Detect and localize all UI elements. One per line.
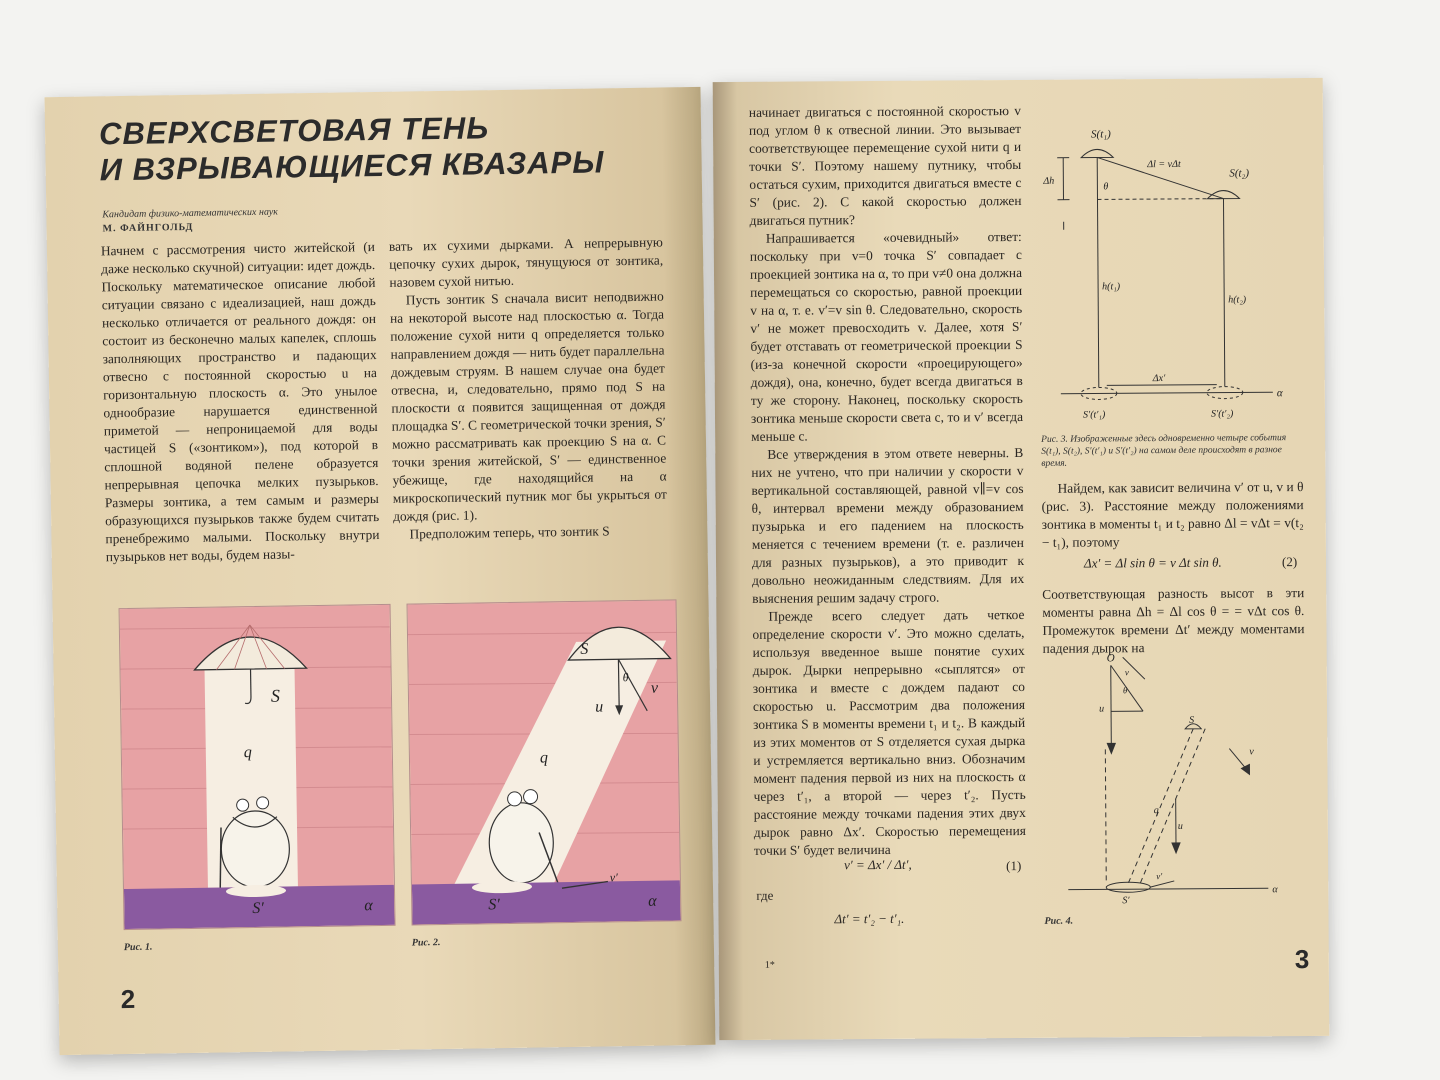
umbrella-rain-drawing bbox=[120, 605, 395, 929]
label-alpha: α bbox=[364, 897, 373, 915]
geometry-diagram-3 bbox=[1039, 118, 1305, 430]
right-column-2 bbox=[1041, 478, 1303, 552]
figure-3-diagram bbox=[1039, 118, 1305, 430]
figure-2-caption: Рис. 2. bbox=[411, 937, 441, 949]
paragraph: Все утверждения в этом ответе неверны. В них не учтено, что при наличии у скорости v вертикальной составляющей, равной v∥=v cos θ, интервал времени между образованием пузырька и его падением на плоскость меняется с течением времени (т. е. различен для разных пузырьков), а это приводит к довольно неожиданным следствиям. Для их выяснения решим задачу строго. bbox=[751, 444, 1025, 606]
label-s-prime-t2: S′(t′₂) bbox=[1210, 408, 1234, 420]
label-q: q bbox=[243, 744, 252, 762]
page-number-right: 3 bbox=[1294, 943, 1310, 975]
page-number-left: 2 bbox=[120, 983, 136, 1015]
article-title bbox=[99, 108, 605, 188]
label-v: v bbox=[650, 679, 659, 697]
equation-2-number: (2) bbox=[1281, 554, 1298, 570]
label-s-prime: S′ bbox=[1122, 895, 1130, 907]
label-h-t2: h(t₂) bbox=[1228, 294, 1247, 306]
label-alpha: α bbox=[1272, 884, 1278, 896]
label-theta: θ bbox=[1103, 181, 1109, 193]
label-s-prime-t1: S′(t′₁) bbox=[1082, 409, 1106, 421]
figure-1-illustration bbox=[119, 604, 396, 930]
author-name: М. ФАЙНГОЛЬД bbox=[102, 221, 194, 235]
label-alpha: α bbox=[1276, 387, 1283, 400]
moving-umbrella-drawing bbox=[408, 600, 681, 924]
paragraph: Предположим теперь, что зонтик S bbox=[409, 523, 610, 542]
label-s-prime: S′ bbox=[488, 896, 500, 914]
paragraph: Пусть зонтик S сначала висит неподвижно на некоторой высоте над плоскостью α. Тогда положение сухой нити q определяется только направлением дождя — нить будет параллельна дождевым струям. В нашем случае она будет отвесна, и, следовательно, прямо под S на плоскости α появится защищенная от дождя площадка S′. С геометрической точки зрения, S′ можно рассматривать как проекцию S на α. С точки зрения житейской, S′ — единственное убежище, где находящийся на α микроскопический путник мог бы укрыться от дождя (рис. 1). bbox=[389, 288, 667, 524]
label-s-t1: S(t₁) bbox=[1090, 128, 1111, 141]
label-delta-x-prime: Δx′ bbox=[1152, 372, 1166, 385]
label-delta-l: Δl = vΔt bbox=[1147, 158, 1181, 171]
paragraph: Напрашивается «очевидный» ответ: поскольку при v=0 точка S′ совпадает с проекцией зонтика на α, то при v≠0 она должна перемещаться со скоростью, равной проекции v на α, т. е. v′=v sin θ. Следовательно, скорость v′ не может превосходить v. Далее, хотя S′ будет отставать от геометрической проекции S (из-за конечной скорости «проецирующего» дождя), она, конечно, будет всегда двигаться в ту же сторону. Наконец, поскольку скорость зонтика меньше скорости света c, то и v′ всегда меньше c. bbox=[749, 228, 1024, 444]
title-line-1: СВЕРХСВЕТОВАЯ ТЕНЬ bbox=[98, 110, 490, 152]
paragraph: вать их сухими дырками. А непрерывную цепочку сухих дырок, тянущуюся от зонтика, назовем сухой нитью. bbox=[388, 234, 664, 290]
label-u: u bbox=[1099, 703, 1105, 715]
label-o: O bbox=[1106, 652, 1115, 665]
figure-2-illustration bbox=[407, 599, 682, 925]
left-column-2 bbox=[389, 234, 668, 544]
left-page bbox=[45, 87, 716, 1055]
left-column-1 bbox=[101, 238, 380, 566]
paragraph: Соответствующая разность высот в эти моменты равна Δh = Δl cos θ = = vΔt cos θ. Промежуток времени Δt′ между моментами падения дырок на bbox=[1042, 585, 1305, 656]
figure-1-caption: Рис. 1. bbox=[123, 941, 153, 954]
author-title: Кандидат физико-математических наук bbox=[102, 206, 278, 221]
label-h-t1: h(t₁) bbox=[1102, 281, 1121, 293]
title-line-2: И ВЗРЫВАЮЩИЕСЯ КВАЗАРЫ bbox=[99, 144, 605, 188]
right-page bbox=[713, 78, 1330, 1040]
equation-2: Δx′ = Δl sin θ = v Δt sin θ. bbox=[1083, 554, 1222, 571]
equation-1: v′ = Δx′ / Δt′, bbox=[844, 856, 912, 873]
label-theta: θ bbox=[1122, 685, 1128, 696]
right-column-1 bbox=[749, 102, 1026, 860]
label-s: S bbox=[1189, 714, 1195, 726]
label-v-prime: v′ bbox=[609, 870, 618, 885]
label-s-prime: S′ bbox=[252, 899, 264, 918]
label-v-motion: v bbox=[1249, 746, 1254, 758]
label-theta: θ bbox=[622, 670, 629, 685]
label-s: S bbox=[580, 640, 589, 658]
equation-1-number: (1) bbox=[1006, 858, 1022, 874]
label-v: v bbox=[1124, 667, 1129, 678]
paragraph: начинает двигаться с постоянной скоростью v под углом θ к отвесной линии. Это вызывает соответствующее перемещение сухой нити q и точки S′. Поэтому нашему путнику, чтобы остаться сухим, приходится двигаться вместе с S′ (рис. 2). С какой скоростью должен двигаться путник? bbox=[748, 102, 1022, 228]
label-q: q bbox=[539, 749, 549, 767]
where-word: где bbox=[756, 887, 774, 903]
figure-3-caption: Рис. 3. Изображенные здесь одновременно четыре события S(t₁), S(t₂), S′(t′₁) и S′(t′₂) на самом деле происходят в разное время. bbox=[1041, 433, 1287, 469]
right-column-2b bbox=[1042, 584, 1304, 658]
signature-mark: 1* bbox=[764, 959, 775, 971]
equation-1b: Δt′ = t′₂ − t′₁. bbox=[834, 910, 905, 927]
author-byline bbox=[102, 206, 278, 237]
label-v-prime: v′ bbox=[1156, 871, 1163, 882]
label-s: S bbox=[270, 685, 281, 706]
label-delta-h: Δh bbox=[1043, 175, 1055, 187]
figure-4-caption: Рис. 4. bbox=[1044, 915, 1074, 927]
label-q: q bbox=[1153, 805, 1159, 817]
geometry-diagram-4 bbox=[1043, 648, 1309, 910]
label-alpha: α bbox=[648, 892, 657, 910]
paragraph: Прежде всего следует дать четкое определение скорости v′. Это можно сделать, используя введенное выше понятие сухих дырок. Дырки непрерывно «сыплятся» от зонтика и вместе с дождем падают со скоростью u. Рассмотрим два положения зонтика S в моменты времени t₁ и t₂. В каждый из этих моментов от S отделяется сухая дырка и устремляется вертикально вниз. Обозначим момент падения первой из них на плоскость α через t′₁, а второй — через t′₂. Пусть расстояние между точками падения этих двух дырок равно Δx′. Скоростью перемещения точки S′ будет величина bbox=[752, 606, 1026, 858]
figure-4-diagram bbox=[1043, 648, 1309, 910]
label-u-arrow: u bbox=[1177, 820, 1183, 832]
label-s-t2: S(t₂) bbox=[1229, 167, 1250, 180]
paragraph: Начнем с рассмотрения чисто житейской (и даже несколько скучной) ситуации: идет дождь. Поскольку математическое описание любой ситуации связано с идеализацией, наш дождь несколько отличается от реального дождя: он состоит из бесконечно малых капелек, сплошь заполняющих пространство и падающих отвесно с постоянной скоростью u на горизонтальную плоскость α. Это унылое однообразие нарушается единственной приметой — непроницаемой для воды частицей S («зонтиком»), под которой в сплошной водяной пелене образуется непрерывная цепочка мелких пузырьков. Размеры зонтика, а тем самым и размеры образующихся пузырьков также будем считать пренебрежимо малыми. Поскольку внутри пузырьков нет воды, будем назы- bbox=[100, 239, 380, 565]
paragraph: Найдем, как зависит величина v′ от u, v и θ (рис. 3). Расстояние между положениями зонтика в моменты t₁ и t₂ равно Δl = vΔt = v(t₂ − t₁), поэтому bbox=[1041, 479, 1304, 550]
label-u: u bbox=[595, 698, 604, 716]
